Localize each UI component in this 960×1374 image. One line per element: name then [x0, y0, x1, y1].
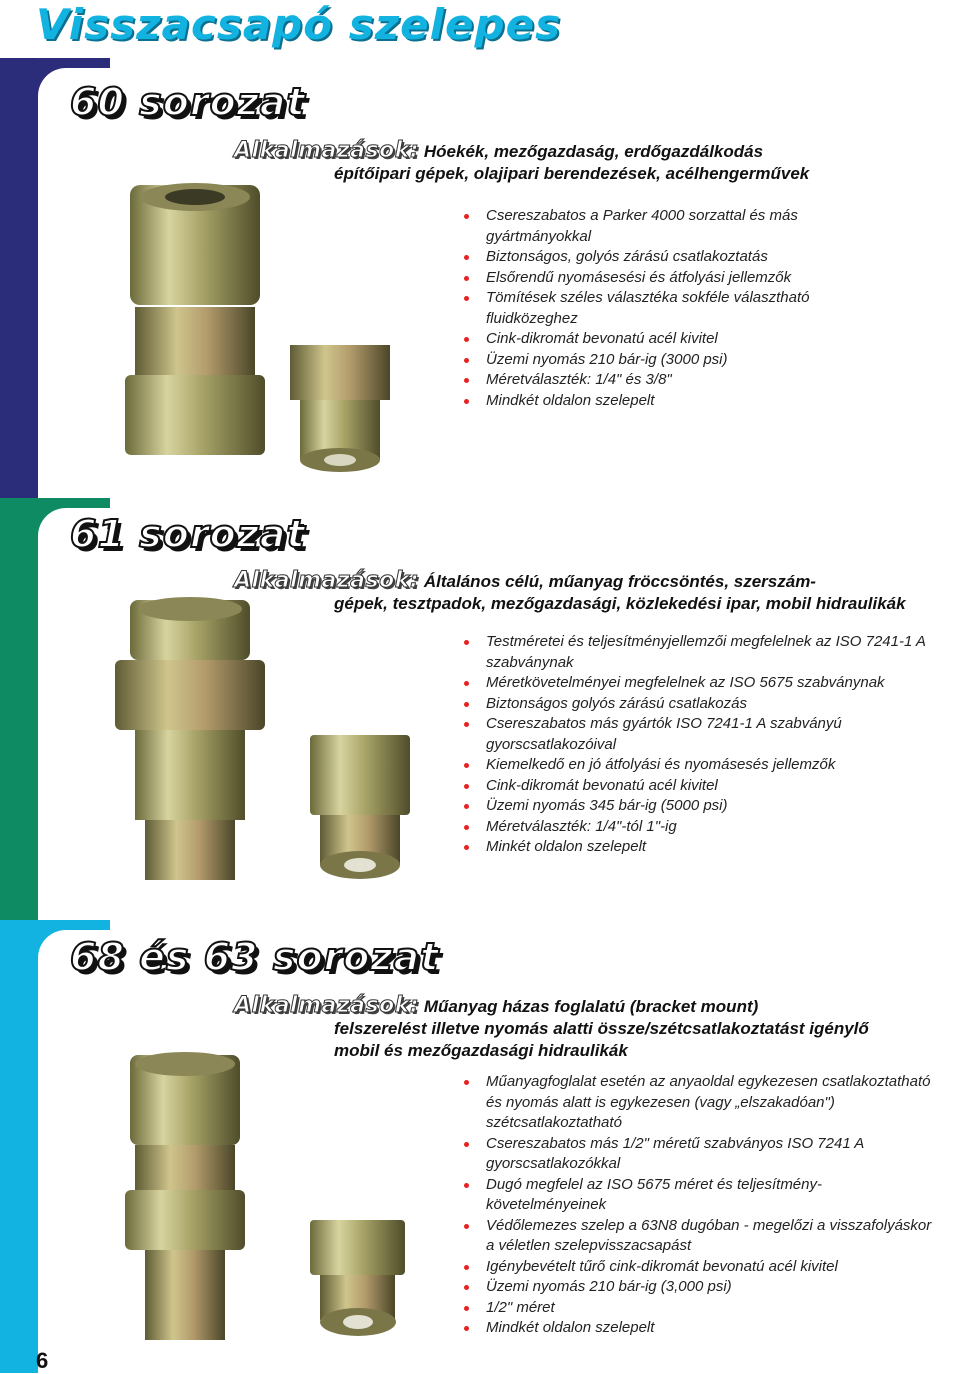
feature-item: Elsőrendű nyomásesési és átfolyási jellemzők — [462, 268, 882, 289]
feature-item: Biztonságos, golyós zárású csatlakoztatás — [462, 247, 882, 268]
feature-item: Minkét oldalon szelepelt — [462, 837, 952, 858]
applications-text-line1: Hóekék, mezőgazdaság, erdőgazdálkodás — [423, 142, 764, 161]
coupler-61-photo — [105, 595, 425, 895]
feature-list-60 — [462, 206, 882, 411]
section-title-60: 60 sorozat — [70, 80, 306, 124]
feature-item: Védőlemezes szelep a 63N8 dugóban - megelőzi a visszafolyáskor a véletlen szelepvisszacsapást — [462, 1216, 932, 1257]
feature-item: Dugó megfelel az ISO 5675 méret és teljesítmény-követelményeinek — [462, 1175, 932, 1216]
applications-text-line1: Általános célú, műanyag fröccsöntés, szerszám- — [423, 572, 816, 591]
section-title-61: 61 sorozat — [70, 512, 306, 556]
page-number: 6 — [36, 1348, 49, 1373]
feature-item: Csereszabatos a Parker 4000 sorzattal és más gyártmányokkal — [462, 206, 882, 247]
applications-label: Alkalmazások: — [234, 568, 420, 593]
feature-item: Méretválaszték: 1/4"-tól 1"-ig — [462, 817, 952, 838]
feature-list-68-63 — [462, 1072, 932, 1339]
applications-label: Alkalmazások: — [234, 993, 420, 1018]
feature-item: Műanyagfoglalat esetén az anyaoldal egykezesen csatlakoztatható és nyomás alatt is egykezesen (vagy „elszakadóan") szétcsatlakoztatható — [462, 1072, 932, 1134]
page-title: Visszacsapó szelepes — [36, 0, 562, 49]
coupler-60-photo — [110, 175, 410, 485]
feature-list-61 — [462, 632, 952, 858]
feature-item: Mindkét oldalon szelepelt — [462, 1318, 932, 1339]
feature-item: Üzemi nyomás 210 bár-ig (3000 psi) — [462, 350, 882, 371]
feature-item: Cink-dikromát bevonatú acél kivitel — [462, 329, 882, 350]
applications-text-line2: építőipari gépek, olajipari berendezések, acélhengerművek — [334, 164, 810, 183]
applications-text-line1: Műanyag házas foglalatú (bracket mount) — [423, 997, 759, 1016]
feature-item: Tömítések széles választéka sokféle választható fluidközeghez — [462, 288, 882, 329]
feature-item: Üzemi nyomás 345 bár-ig (5000 psi) — [462, 796, 952, 817]
feature-item: Testméretei és teljesítményjellemzői megfelelnek az ISO 7241-1 A szabványnak — [462, 632, 952, 673]
applications-text-line3: mobil és mezőgazdasági hidraulikák — [334, 1041, 628, 1060]
feature-item: Méretválaszték: 1/4" és 3/8" — [462, 370, 882, 391]
feature-item: Üzemi nyomás 210 bár-ig (3,000 psi) — [462, 1277, 932, 1298]
coupler-68-63-photo — [110, 1050, 430, 1350]
feature-item: Csereszabatos más 1/2" méretű szabványos ISO 7241 A gyorscsatlakozókkal — [462, 1134, 932, 1175]
feature-item: Igénybevételt tűrő cink-dikromát bevonatú acél kivitel — [462, 1257, 932, 1278]
section-title-68-63: 68 és 63 sorozat — [70, 935, 440, 979]
feature-item: Cink-dikromát bevonatú acél kivitel — [462, 776, 952, 797]
feature-item: Méretkövetelményei megfelelnek az ISO 5675 szabványnak — [462, 673, 952, 694]
feature-item: Mindkét oldalon szelepelt — [462, 391, 882, 412]
feature-item: Kiemelkedő en jó átfolyási és nyomásesés jellemzők — [462, 755, 952, 776]
applications-text-line2: felszerelést illetve nyomás alatti össze/szétcsatlakoztatást igénylő — [334, 1019, 869, 1038]
feature-item: 1/2" méret — [462, 1298, 932, 1319]
feature-item: Csereszabatos más gyártók ISO 7241-1 A szabványú gyorscsatlakozóival — [462, 714, 952, 755]
feature-item: Biztonságos golyós zárású csatlakozás — [462, 694, 952, 715]
applications-label: Alkalmazások: — [234, 138, 420, 163]
applications-text-line2: gépek, tesztpadok, mezőgazdasági, közlekedési ipar, mobil hidraulikák — [334, 594, 906, 613]
